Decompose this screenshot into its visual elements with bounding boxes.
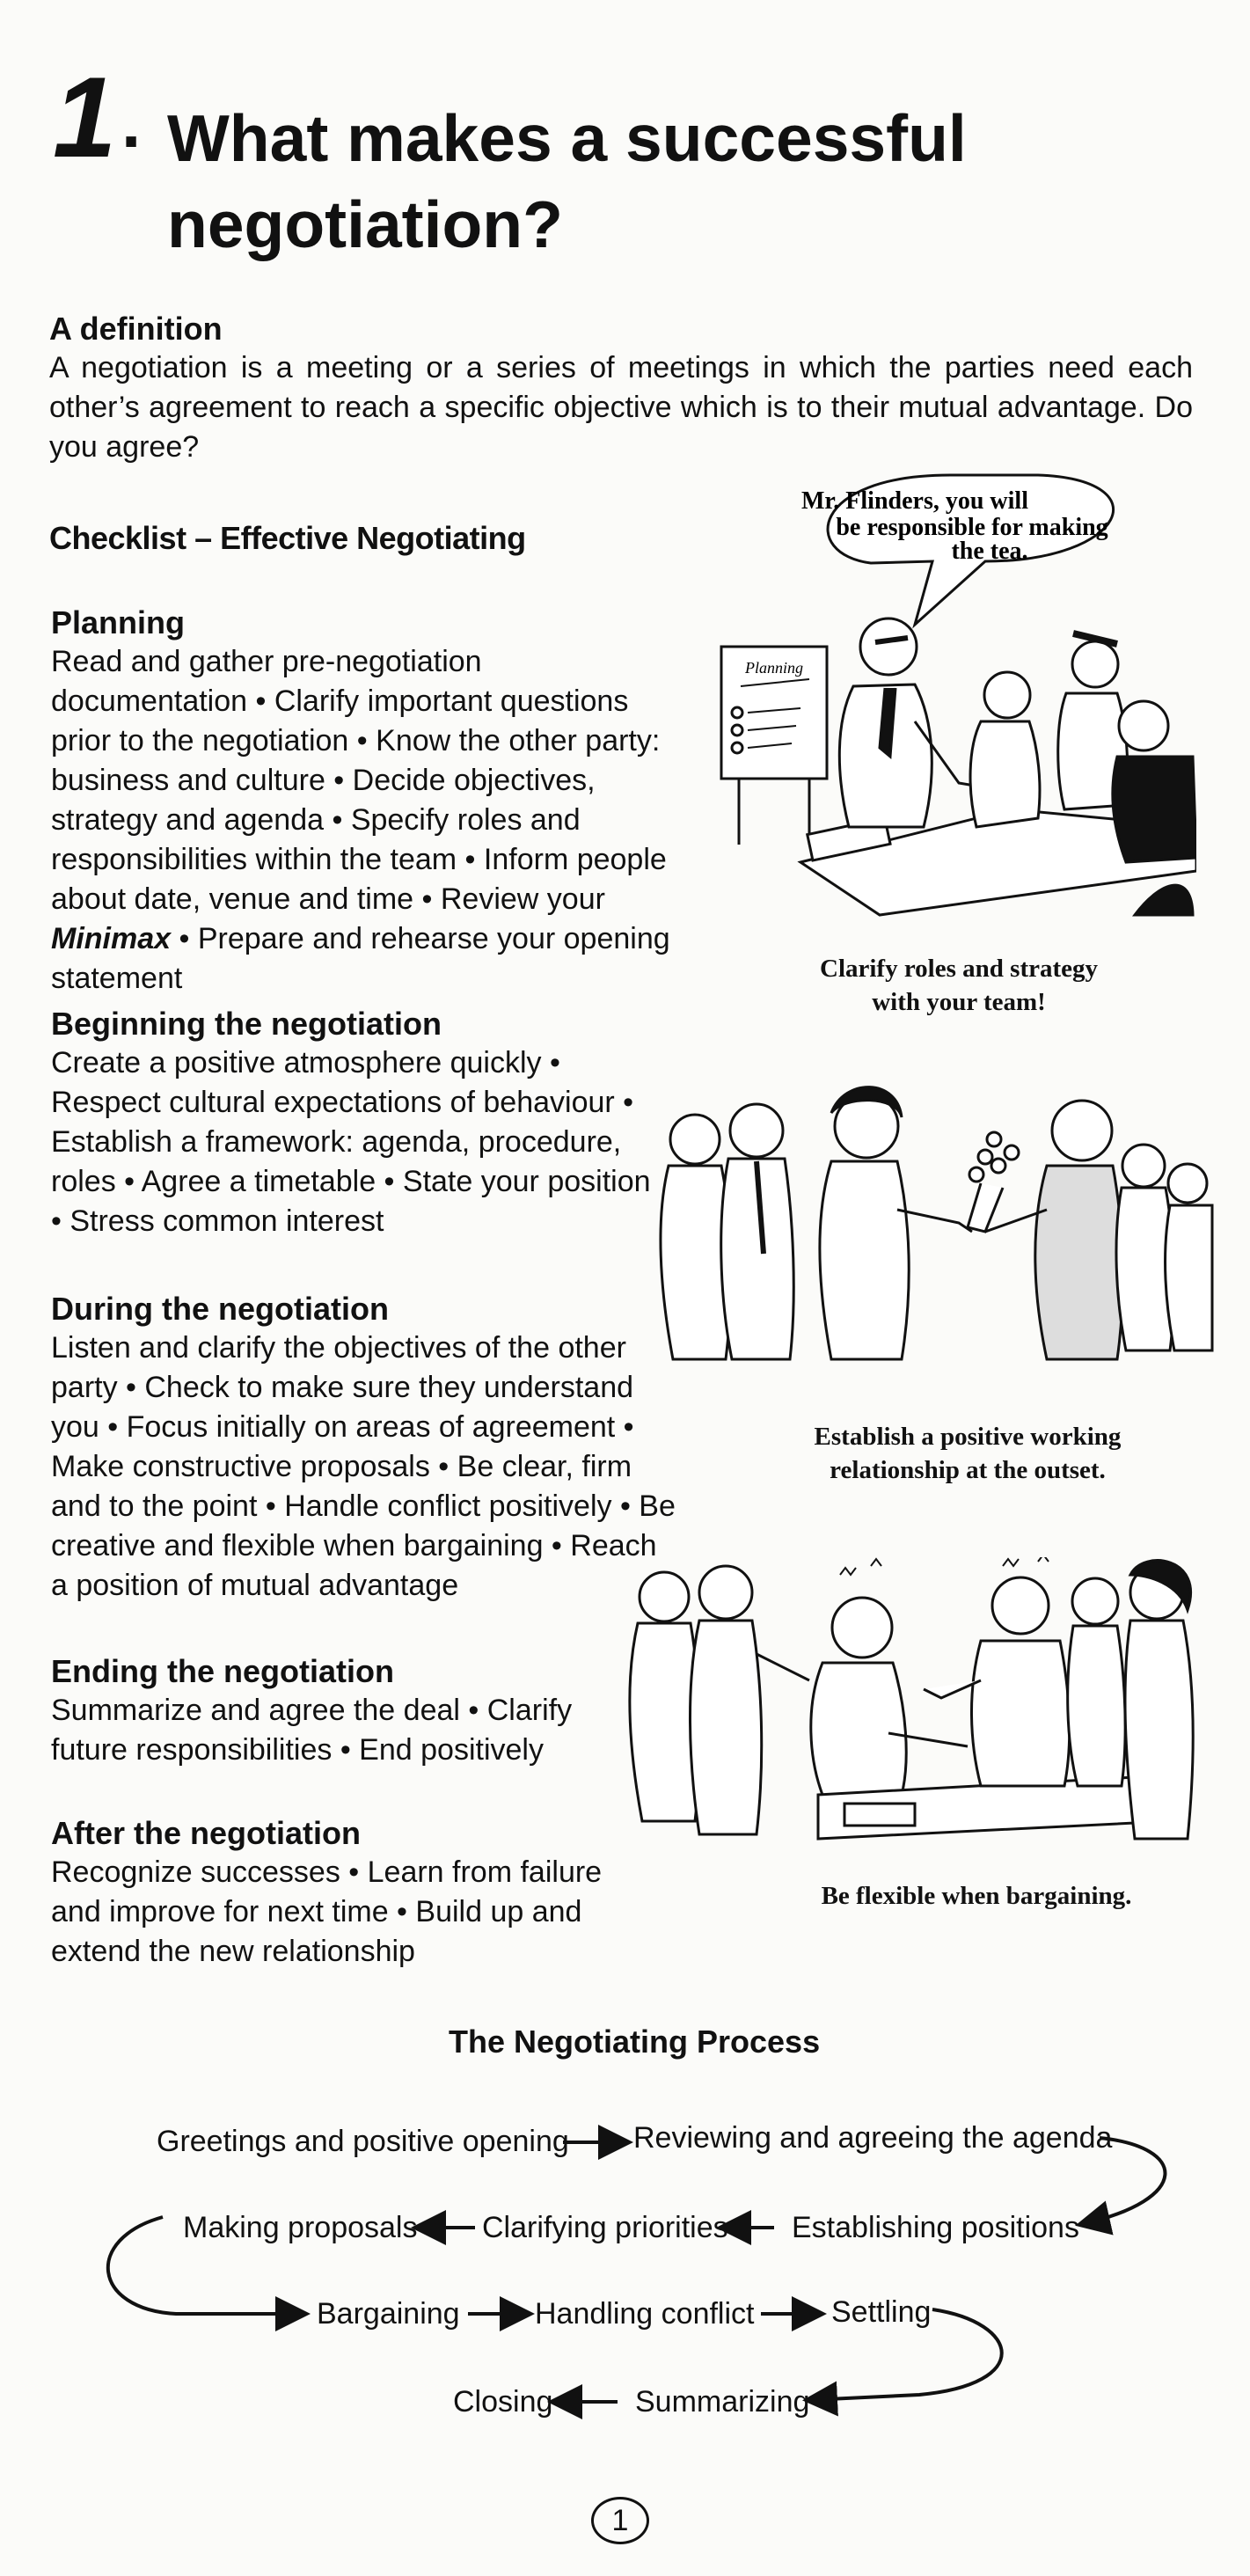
beginning-section [51,1005,658,1241]
step-reviewing-agenda: Reviewing and agreeing the agenda [633,2121,1113,2155]
page-title-line-2: negotiation? [167,187,563,261]
caption-flexible-bargaining: Be flexible when bargaining. [821,1882,1132,1910]
page-title-line-1: What makes a successful [167,101,967,175]
step-clarifying-priorities: Clarifying priorities [482,2211,728,2244]
caption-roles-line-2: with your team! [872,988,1046,1016]
step-summarizing: Summarizing [635,2385,810,2419]
planning-text [51,642,676,999]
planning-text-part-2: • Prepare and rehearse your opening statement [51,922,670,995]
step-greetings: Greetings and positive opening [157,2125,569,2158]
step-making-proposals: Making proposals [183,2211,418,2244]
beginning-heading: Beginning the negotiation [51,1006,442,1042]
checklist-heading: Checklist – Effective Negotiating [49,520,526,556]
chapter-number: 1 [53,53,113,181]
caption-relationship-line-2: relationship at the outset. [830,1456,1106,1484]
page-number: 1 [591,2497,649,2544]
after-heading: After the negotiation [51,1815,361,1851]
step-closing: Closing [453,2385,553,2419]
step-bargaining: Bargaining [317,2297,460,2331]
minimax-term: Minimax [51,922,172,955]
speech-line-2: be responsible for making [836,514,1108,541]
caption-relationship-line-1: Establish a positive working [814,1423,1122,1451]
step-settling: Settling [831,2295,932,2329]
definition-text: A negotiation is a meeting or a series of meetings in which the parties need each other’s agreement to reach a specific objective which is to their mutual advantage. Do you agree? [49,351,1193,464]
step-handling-conflict: Handling conflict [535,2297,755,2331]
ending-section [51,1652,579,1770]
caption-positive-relationship [757,1420,1179,1487]
ending-heading: Ending the negotiation [51,1653,394,1689]
beginning-text: Create a positive atmosphere quickly • Respect cultural expectations of behaviour • Establish a framework: agenda, procedure, roles • Agree a timetable • State your position • Stress common interest [51,1046,651,1238]
speech-line-3: the tea. [951,538,1028,565]
caption-roles-line-1: Clarify roles and strategy [820,955,1098,983]
during-heading: During the negotiation [51,1291,389,1327]
flipchart-label: Planning [745,659,803,677]
during-text: Listen and clarify the objectives of the other party • Check to make sure they understand you • Focus initially on areas of agreement • Make constructive proposals • Be clear, firm and to the point • Handle conflict positively • Be creative and flexible when bargaining • Reach a position of mutual advantage [51,1331,676,1602]
planning-heading: Planning [51,604,185,640]
speech-line-1: Mr. Flinders, you will [801,487,1028,515]
during-section [51,1290,676,1606]
caption-roles-strategy [757,952,1161,1019]
planning-section [51,604,676,999]
planning-meeting-illustration [704,457,1196,933]
planning-text-part-1: Read and gather pre-negotiation documentation • Clarify important questions prior to the negotiation • Know the other party: business and culture • Decide objectives, strategy and agenda • Specify roles and responsibilities within the team • Inform people about date, venue and time • Review your [51,645,667,916]
page-title [167,95,1091,267]
after-text: Recognize successes • Learn from failure and improve for next time • Build up and extend the new relationship [51,1855,603,1968]
chapter-number-dot: . [121,84,142,162]
process-title: The Negotiating Process [449,2023,821,2060]
handshake-illustration [633,1078,1214,1368]
ending-text: Summarize and agree the deal • Clarify future responsibilities • End positively [51,1694,573,1767]
definition-heading: A definition [49,311,223,347]
step-establishing-positions: Establishing positions [792,2211,1079,2244]
after-section [51,1814,632,1972]
bargaining-conflict-illustration [607,1557,1223,1848]
